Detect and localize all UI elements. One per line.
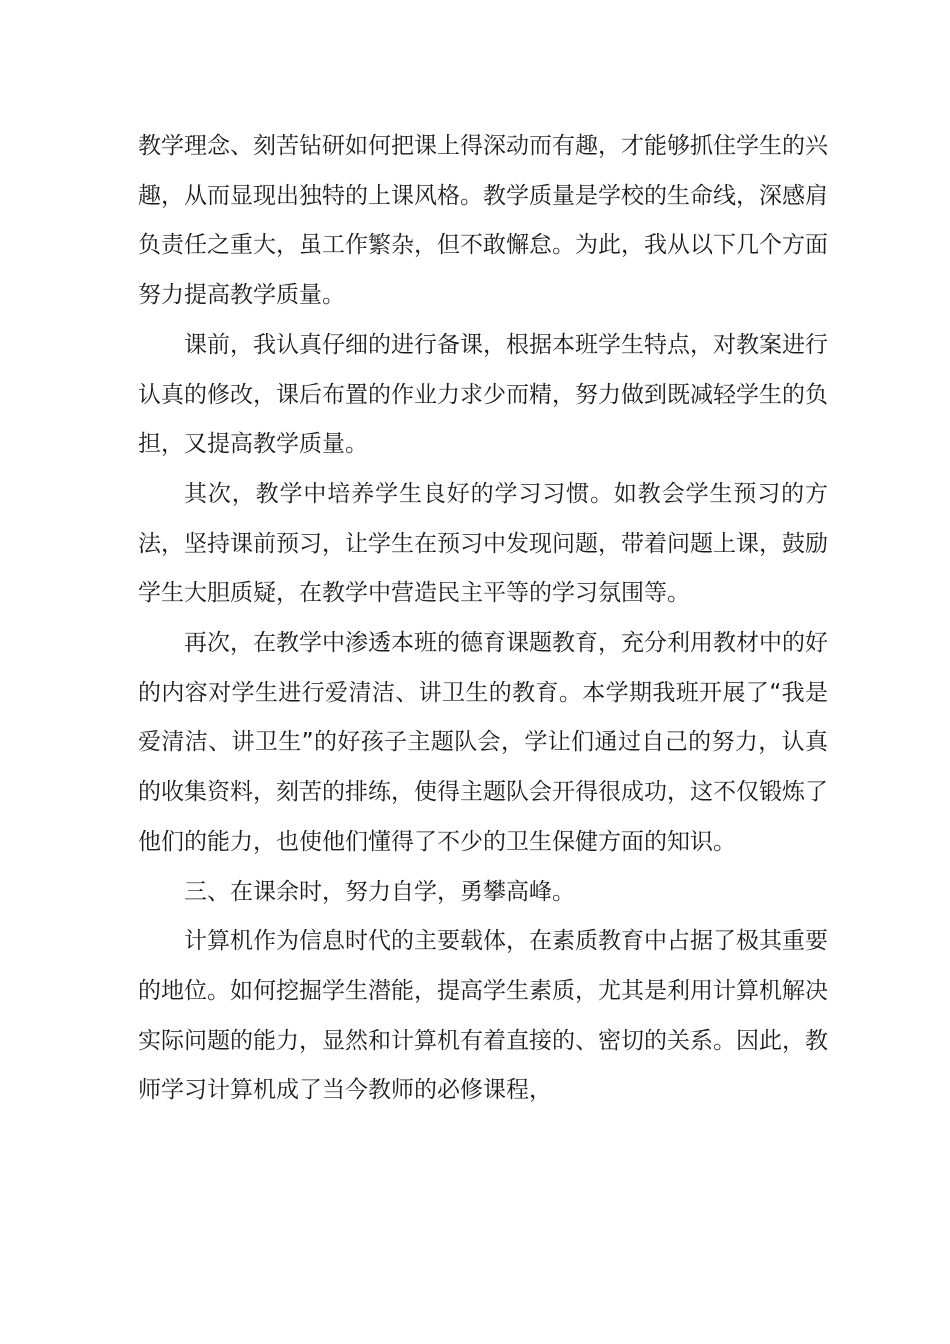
paragraph-3: 其次，教学中培养学生良好的学习习惯。如教会学生预习的方法，坚持课前预习，让学生在预习中发现问题，带着问题上课，鼓励学生大胆质疑，在教学中营造民主平等的学习氛围等。 (138, 480, 828, 607)
paragraph-2: 课前，我认真仔细的进行备课，根据本班学生特点，对教案进行认真的修改，课后布置的作业力求少而精，努力做到既减轻学生的负担，又提高教学质量。 (138, 331, 828, 458)
section-heading: 三、在课余时，努力自学，勇攀高峰。 (184, 878, 575, 905)
paragraph-1: 教学理念、刻苦钻研如何把课上得深动而有趣，才能够抓住学生的兴趣，从而显现出独特的上课风格。教学质量是学校的生命线，深感肩负责任之重大，虽工作繁杂，但不敢懈怠。为此，我从以下几个方面努力提高教学质量。 (138, 133, 828, 309)
document-body (138, 122, 828, 1116)
paragraph-6: 计算机作为信息时代的主要载体，在素质教育中占据了极其重要的地位。如何挖掘学生潜能，提高学生素质，尤其是利用计算机解决实际问题的能力，显然和计算机有着直接的、密切的关系。因此，教师学习计算机成了当今教师的必修课程， (138, 928, 828, 1104)
paragraph-4: 再次，在教学中渗透本班的德育课题教育，充分利用教材中的好的内容对学生进行爱清洁、讲卫生的教育。本学期我班开展了“我是爱清洁、讲卫生”的好孩子主题队会，学让们通过自己的努力，认真的收集资料，刻苦的排练，使得主题队会开得很成功，这不仅锻炼了他们的能力，也使他们懂得了不少的卫生保健方面的知识。 (138, 630, 828, 855)
